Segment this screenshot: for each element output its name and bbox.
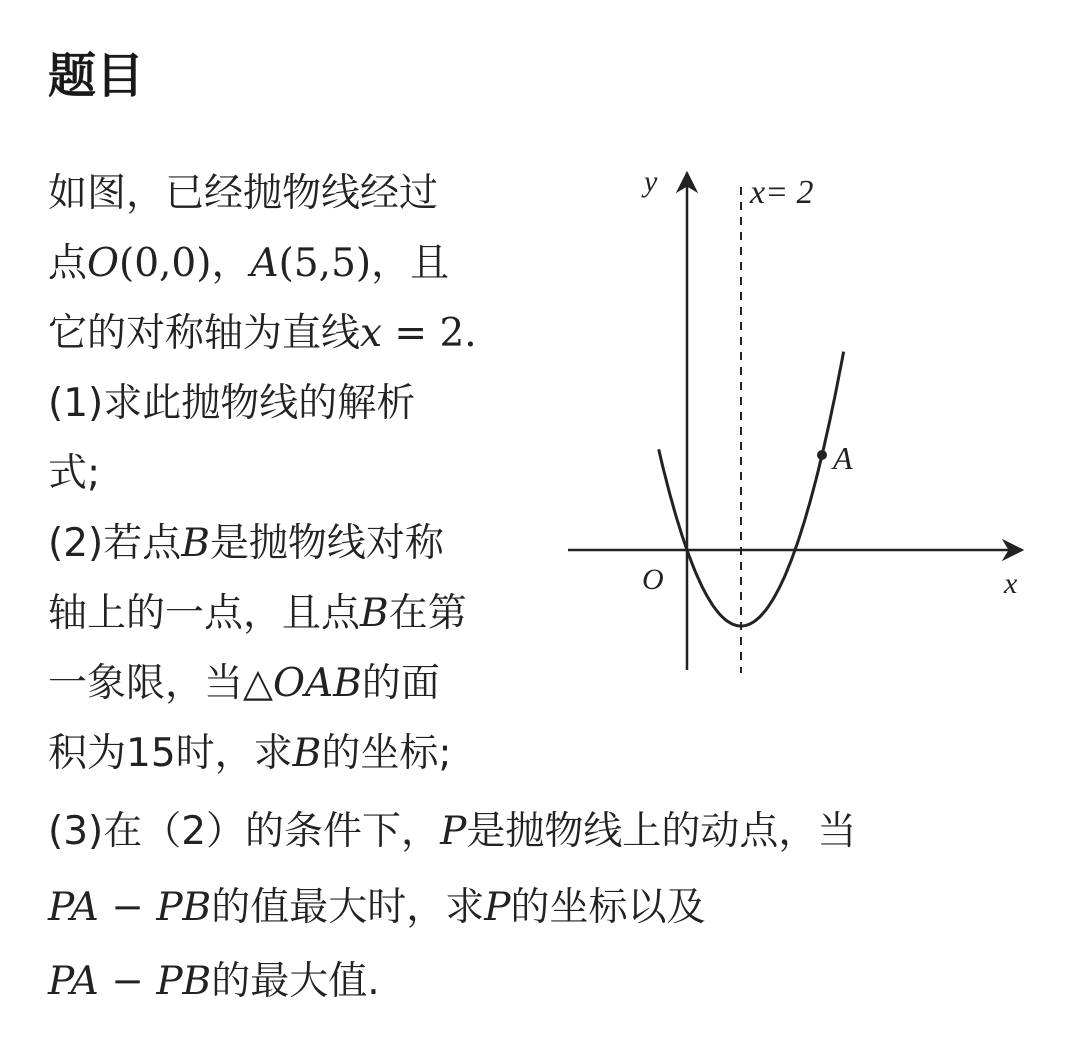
- text-q3-max: 的值最大时，求: [211, 885, 485, 930]
- math-O: O: [87, 241, 119, 286]
- point-a-label: A: [833, 440, 853, 476]
- math-PB: PB: [156, 959, 212, 1004]
- text-sep: ，: [211, 241, 251, 286]
- text-q2-start: (2)若点: [48, 521, 182, 566]
- text-q2-coords: 的坐标;: [321, 731, 452, 776]
- problem-line-8: [48, 652, 440, 716]
- text-q3-start: (3)在（2）的条件下，: [48, 809, 441, 854]
- origin-label: O: [642, 563, 664, 596]
- math-PA: PA: [48, 885, 99, 930]
- math-o-coords: (0,0): [119, 241, 212, 286]
- text-q2-quadrant: 一象限，当△: [48, 661, 273, 706]
- problem-line-3: [48, 302, 477, 366]
- problem-line-5: 式;: [48, 451, 101, 496]
- y-axis-label: y: [644, 165, 658, 198]
- problem-line-12: [48, 950, 380, 1014]
- text-q2-in: 在第: [388, 591, 467, 636]
- text-q2-axis: 轴上的一点，且点: [48, 591, 361, 636]
- text-axis: 它的对称轴为直线: [48, 311, 361, 356]
- coordinate-plane: [560, 155, 1040, 680]
- problem-line-2: [48, 232, 449, 296]
- math-PB: PB: [156, 885, 212, 930]
- text-q2-area: 的面: [361, 661, 440, 706]
- text-q3-maxval: 的最大值.: [211, 959, 380, 1004]
- text-point: 点: [48, 241, 88, 286]
- math-minus: −: [98, 959, 157, 1004]
- text-q3-moving: 是抛物线上的动点，当: [466, 809, 857, 854]
- text-q3-and: 的坐标以及: [510, 885, 706, 930]
- x-axis-label: x: [1004, 567, 1018, 600]
- text-q2-mid: 是抛物线对称: [209, 521, 444, 566]
- math-P: P: [440, 809, 467, 854]
- math-PA: PA: [48, 959, 99, 1004]
- text-q2-15: 积为15时，求: [48, 731, 293, 776]
- problem-line-1: 如图，已经抛物线经过: [48, 171, 439, 216]
- math-B: B: [181, 521, 210, 566]
- math-B: B: [292, 731, 322, 776]
- text-and: ，且: [371, 241, 450, 286]
- problem-line-11: [48, 876, 706, 940]
- math-B: B: [360, 591, 389, 636]
- math-P: P: [484, 885, 511, 930]
- problem-line-6: [48, 512, 444, 576]
- point-a: [817, 450, 827, 460]
- math-minus: −: [98, 885, 157, 930]
- math-a-coords: (5,5): [278, 241, 372, 286]
- problem-line-4: (1)求此抛物线的解析: [48, 381, 416, 426]
- symmetry-line-label: x= 2: [750, 174, 814, 211]
- problem-line-10: [48, 800, 856, 864]
- math-A: A: [250, 241, 279, 286]
- page-title: 题目: [48, 48, 145, 104]
- problem-line-9: [48, 722, 451, 786]
- parabola-figure: [560, 155, 1040, 680]
- math-eq-2: = 2.: [382, 311, 477, 356]
- math-x: x: [360, 311, 383, 356]
- problem-line-7: [48, 582, 467, 646]
- math-OAB: OAB: [273, 661, 362, 706]
